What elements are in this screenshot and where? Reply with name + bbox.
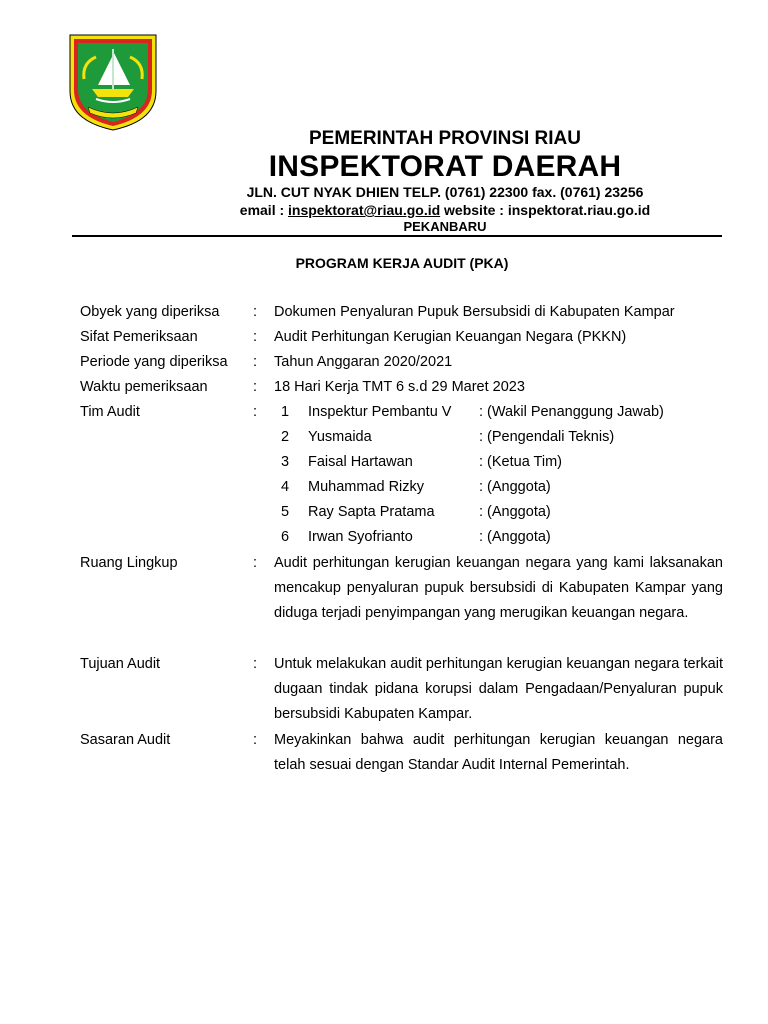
section-label: Ruang Lingkup — [80, 555, 178, 571]
team-colon: : — [253, 404, 258, 420]
field-value: 18 Hari Kerja TMT 6 s.d 29 Maret 2023 — [274, 379, 525, 395]
section-text: Untuk melakukan audit perhitungan kerugian keuangan negara terkait dugaan tindak pidana korupsi dalam Pengadaan/Penyaluran pupuk bersubsidi Kabupaten Kampar. — [274, 656, 723, 722]
field-value: Tahun Anggaran 2020/2021 — [274, 354, 453, 370]
section-colon: : — [253, 555, 258, 571]
document-title: PROGRAM KERJA AUDIT (PKA) — [295, 255, 509, 271]
member-number: 2 — [281, 429, 290, 445]
member-number: 1 — [281, 404, 290, 420]
field-value: Dokumen Penyaluran Pupuk Bersubsidi di Kabupaten Kampar — [274, 304, 675, 320]
member-name: Yusmaida — [308, 429, 372, 445]
government-name: PEMERINTAH PROVINSI RIAU — [308, 128, 581, 149]
field-colon: : — [253, 304, 258, 320]
member-role: : (Wakil Penanggung Jawab) — [479, 404, 664, 420]
office-name: INSPEKTORAT DAERAH — [268, 150, 622, 183]
office-city: PEKANBARU — [403, 219, 487, 234]
field-label: Periode yang diperiksa — [80, 354, 228, 370]
member-number: 6 — [281, 529, 290, 545]
member-name: Muhammad Rizky — [308, 479, 425, 495]
field-colon: : — [253, 379, 258, 395]
team-label: Tim Audit — [80, 404, 140, 420]
office-contact — [160, 202, 730, 218]
member-role: : (Pengendali Teknis) — [479, 429, 615, 445]
member-number: 4 — [281, 479, 290, 495]
website-text: inspektorat.riau.go.id — [507, 202, 651, 218]
member-number: 5 — [281, 504, 290, 520]
email-label: email : — [239, 202, 289, 218]
header-divider — [72, 235, 722, 237]
member-name: Inspektur Pembantu V — [308, 404, 452, 420]
field-colon: : — [253, 354, 258, 370]
member-role: : (Anggota) — [479, 529, 551, 545]
member-role: : (Ketua Tim) — [479, 454, 562, 470]
website-label: website : — [440, 202, 508, 218]
section-text: Audit perhitungan kerugian keuangan negara yang kami laksanakan mencakup penyaluran pupuk bersubsidi di Kabupaten Kampar yang diduga terjadi penyimpangan yang merugikan keuangan negara. — [274, 555, 723, 621]
member-role: : (Anggota) — [479, 504, 551, 520]
field-value: Audit Perhitungan Kerugian Keuangan Negara (PKKN) — [274, 329, 627, 345]
member-number: 3 — [281, 454, 290, 470]
section-colon: : — [253, 732, 258, 748]
office-address: JLN. CUT NYAK DHIEN TELP. (0761) 22300 fax. (0761) 23256 — [246, 184, 644, 200]
section-text: Meyakinkan bahwa audit perhitungan kerugian keuangan negara telah sesuai dengan Standar Audit Internal Pemerintah. — [274, 732, 723, 773]
email-link[interactable]: inspektorat@riau.go.id — [288, 202, 441, 218]
member-role: : (Anggota) — [479, 479, 551, 495]
section-label: Tujuan Audit — [80, 656, 161, 672]
field-label: Waktu pemeriksaan — [80, 379, 208, 395]
section-colon: : — [253, 656, 258, 672]
member-name: Faisal Hartawan — [308, 454, 413, 470]
field-label: Sifat Pemeriksaan — [80, 329, 198, 345]
field-colon: : — [253, 329, 258, 345]
field-label: Obyek yang diperiksa — [80, 304, 220, 320]
riau-emblem-icon — [66, 33, 160, 131]
member-name: Irwan Syofrianto — [308, 529, 413, 545]
section-label: Sasaran Audit — [80, 732, 171, 748]
member-name: Ray Sapta Pratama — [308, 504, 435, 520]
